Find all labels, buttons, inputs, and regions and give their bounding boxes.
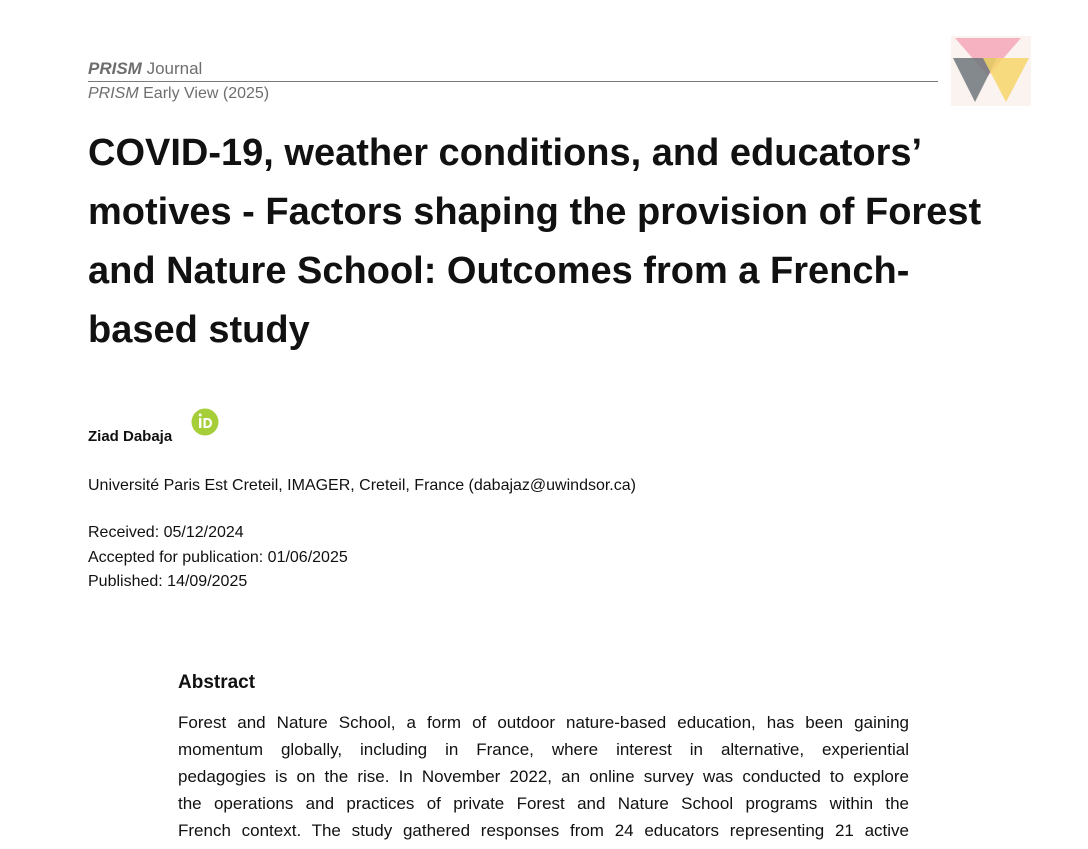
date-accepted: Accepted for publication: 01/06/2025 xyxy=(88,548,348,566)
prism-logo-graphic xyxy=(951,36,1031,106)
author-affiliation: Université Paris Est Creteil, IMAGER, Creteil, France (dabajaz@uwindsor.ca) xyxy=(88,477,636,494)
issue-brand: PRISM xyxy=(88,85,139,102)
journal-name-suffix: Journal xyxy=(146,59,203,78)
prism-triangles-logo xyxy=(951,36,1031,106)
issue-line xyxy=(88,84,269,104)
abstract-line: the operations and practices of private Forest and Nature School programs within the xyxy=(178,794,909,813)
abstract-line: Forest and Nature School, a form of outdoor nature-based education, has been gaining xyxy=(178,713,909,732)
abstract-line: pedagogies is on the rise. In November 2022, an online survey was conducted to explore xyxy=(178,767,909,786)
orcid-icon[interactable] xyxy=(191,408,219,436)
date-received: Received: 05/12/2024 xyxy=(88,524,244,541)
abstract-heading: Abstract xyxy=(178,672,256,693)
orcid-icon-graphic xyxy=(191,408,219,436)
abstract-line: French context. The study gathered responses from 24 educators representing 21 active xyxy=(178,821,909,840)
header-rule xyxy=(88,81,938,82)
article-title: COVID-19, weather conditions, and educators’ motives - Factors shaping the provision of Forest and Nature School: Outcomes from a French-based study xyxy=(88,132,982,351)
publication-dates xyxy=(88,521,348,595)
author-name: Ziad Dabaja xyxy=(88,428,173,445)
abstract-line: momentum globally, including in France, where interest in alternative, experiential xyxy=(178,740,909,759)
journal-name-brand: PRISM xyxy=(88,59,142,78)
abstract-body xyxy=(178,709,909,844)
date-published: Published: 14/09/2025 xyxy=(88,573,248,590)
journal-name xyxy=(88,59,202,79)
issue-suffix: Early View (2025) xyxy=(143,85,270,102)
